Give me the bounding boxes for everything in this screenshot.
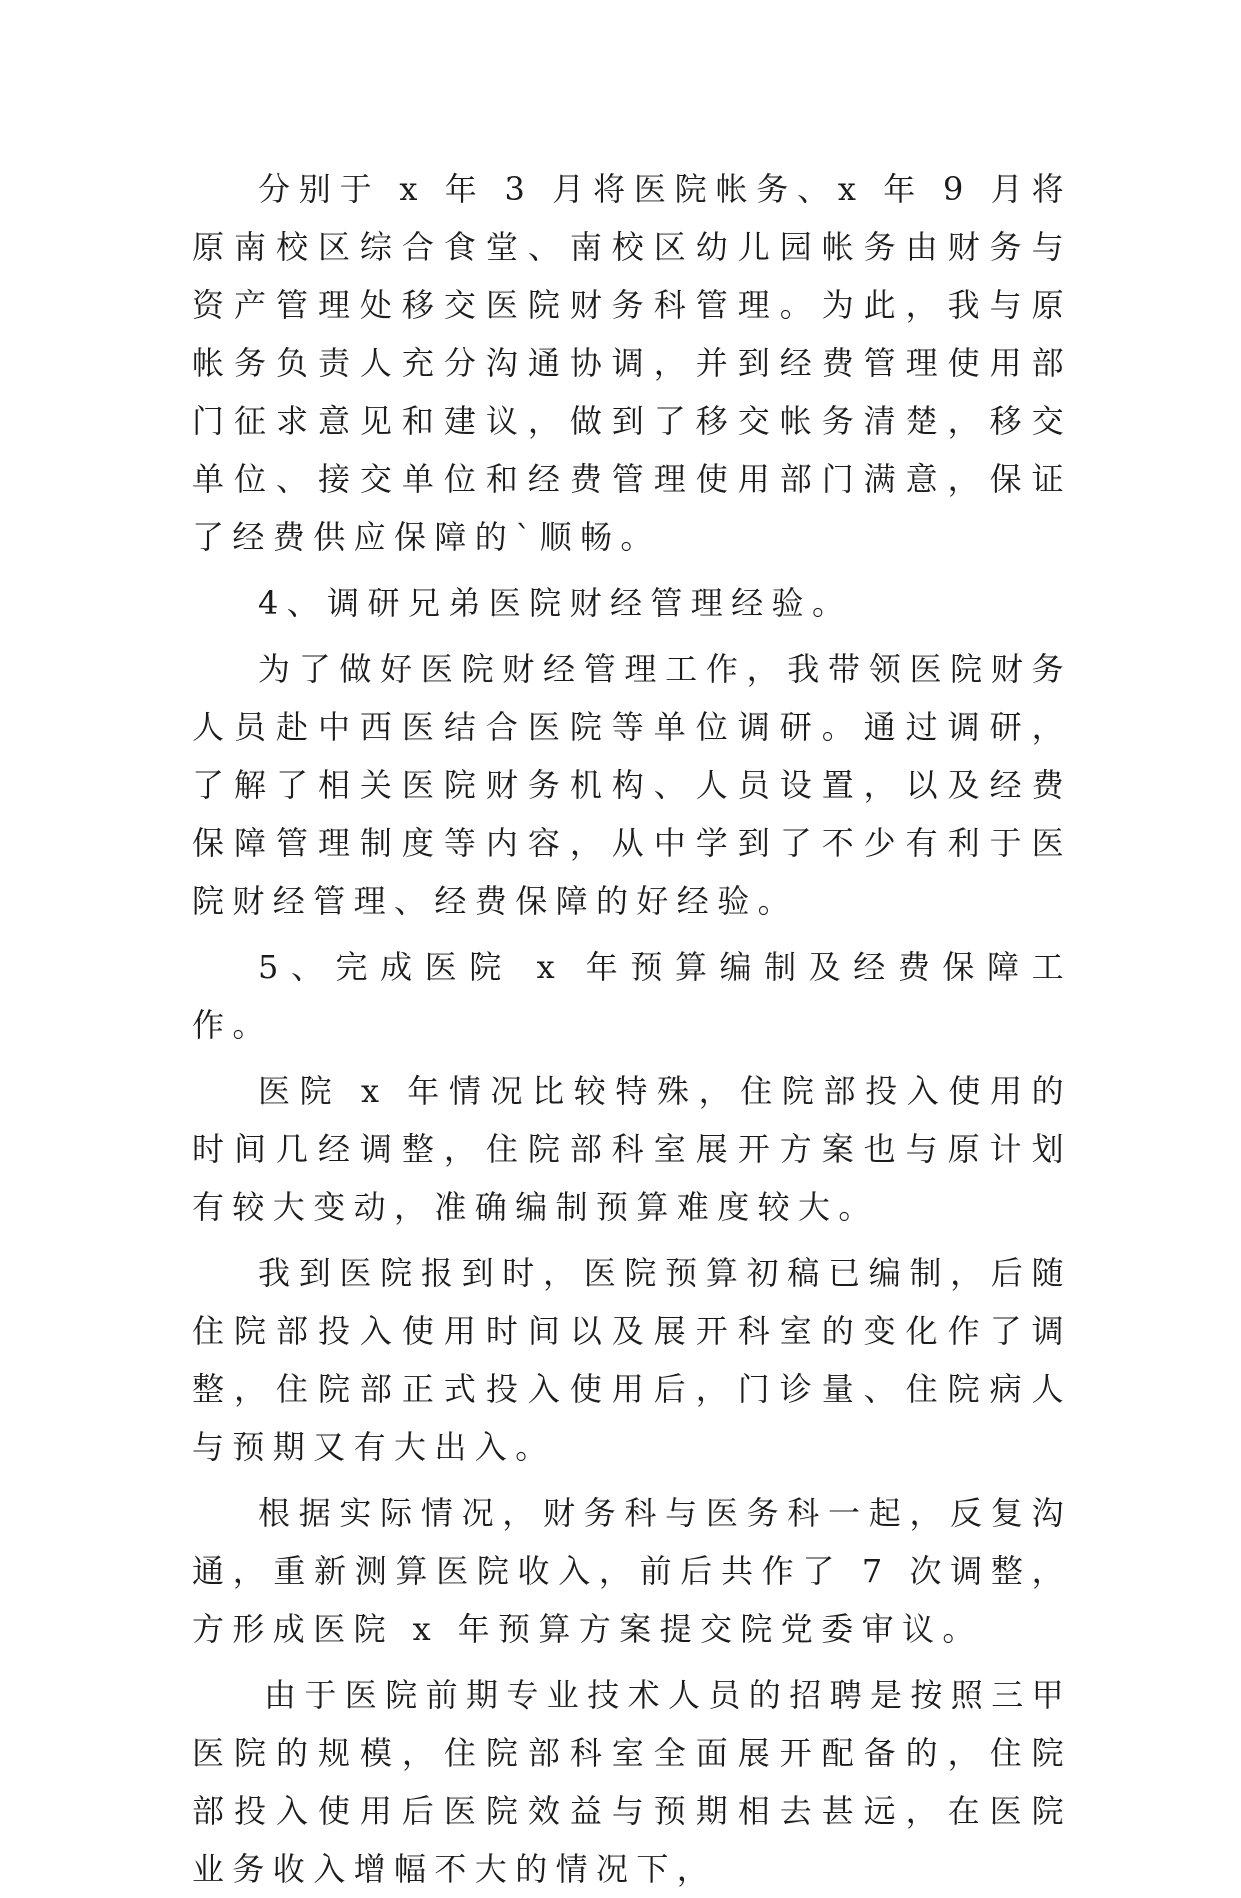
paragraph-budget-revision: 根据实际情况，财务科与医务科一起，反复沟通，重新测算医院收入，前后共作了 7 次调整，方形成医院 x 年预算方案提交院党委审议。: [192, 1494, 1072, 1648]
document-body: [192, 160, 1072, 1898]
paragraph-budget-situation: 医院 x 年情况比较特殊，住院部投入使用的时间几经调整，住院部科室展开方案也与原计划有较大变动，准确编制预算难度较大。: [192, 1072, 1072, 1226]
paragraph-handover-accounts: 分别于 x 年 3 月将医院帐务、x 年 9 月将原南校区综合食堂、南校区幼儿园帐务由财务与资产管理处移交医院财务科管理。为此，我与原帐务负责人充分沟通协调，并到经费管理使用部门征求意见和建议，做到了移交帐务清楚，移交单位、接交单位和经费管理使用部门满意，保证了经费供应保障的`顺畅。: [192, 170, 1072, 556]
paragraph-staffing-situation: 由于医院前期专业技术人员的招聘是按照三甲医院的规模，住院部科室全面展开配备的，住院部投入使用后医院效益与预期相去甚远，在医院业务收入增幅不大的情况下，: [192, 1676, 1073, 1888]
paragraph-research-detail: 为了做好医院财经管理工作，我带领医院财务人员赴中西医结合医院等单位调研。通过调研，了解了相关医院财务机构、人员设置，以及经费保障管理制度等内容，从中学到了不少有利于医院财经管理、经费保障的好经验。: [192, 650, 1072, 920]
paragraph-heading-budget: 5、完成医院 x 年预算编制及经费保障工作。: [192, 948, 1072, 1044]
paragraph-heading-research: 4、调研兄弟医院财经管理经验。: [258, 584, 853, 622]
paragraph-budget-adjustment: 我到医院报到时，医院预算初稿已编制，后随住院部投入使用时间以及展开科室的变化作了调整，住院部正式投入使用后，门诊量、住院病人与预期又有大出入。: [192, 1254, 1072, 1466]
